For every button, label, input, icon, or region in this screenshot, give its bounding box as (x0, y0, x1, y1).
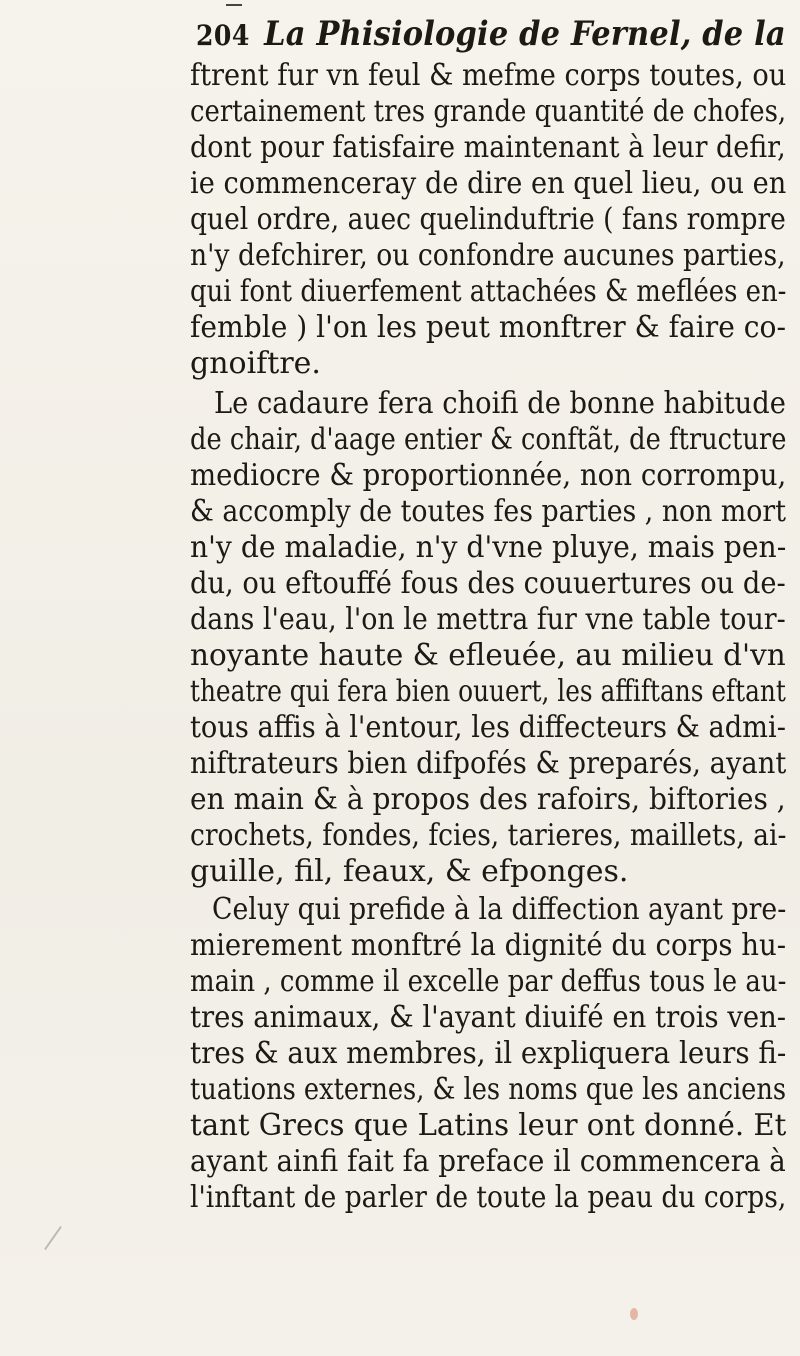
page-mark (226, 4, 242, 6)
running-title: La Phisiologie de Fernel, de la (264, 14, 786, 54)
text-line: tant Grecs que Latins leur ont donné. Et (190, 1108, 787, 1143)
text-line: tuations externes, & les noms que les anciens (190, 1072, 787, 1107)
paragraph-start-line: Celuy qui prefide à la diffection ayant pre- (212, 892, 787, 927)
text-line: crochets, fondes, fcies, tarieres, maillets, ai- (190, 818, 787, 853)
text-line: de chair, d'aage entier & conftãt, de ftructure (190, 422, 787, 457)
text-line: guille, fil, feaux, & efponges. (190, 854, 629, 889)
text-line: dont pour fatisfaire maintenant à leur defir, (190, 130, 786, 165)
text-line: tres & aux membres, il expliquera leurs fi- (190, 1036, 787, 1071)
text-line: qui font diuerfement attachées & meflées en- (190, 274, 787, 309)
text-line: niftrateurs bien difpofés & preparés, ayant (190, 746, 787, 781)
text-line: certainement tres grande quantité de chofes, (190, 94, 787, 129)
text-line: n'y de maladie, n'y d'vne pluye, mais pen- (190, 530, 787, 565)
text-line: en main & à propos des rafoirs, biftories , (190, 782, 786, 817)
text-line: ftrent fur vn feul & mefme corps toutes, ou (190, 58, 787, 93)
page-header (196, 14, 786, 64)
text-line: tres animaux, & l'ayant diuifé en trois ven- (190, 1000, 787, 1035)
text-line: mierement monftré la dignité du corps hu- (190, 928, 787, 963)
text-line: tous affis à l'entour, les diffecteurs & admi- (190, 710, 786, 745)
paper-scratch (44, 1226, 62, 1250)
text-line: mediocre & proportionnée, non corrompu, (190, 458, 787, 493)
text-line: theatre qui fera bien ouuert, les affiftans eftant (190, 674, 786, 709)
page-number: 204 (196, 19, 250, 52)
text-line: & accomply de toutes fes parties , non mort (190, 494, 786, 529)
text-line: dans l'eau, l'on le mettra fur vne table tour- (190, 602, 786, 637)
text-line: femble ) l'on les peut monftrer & faire co- (190, 310, 786, 345)
text-line: noyante haute & efleuée, au milieu d'vn (190, 638, 786, 673)
text-line: gnoiftre. (190, 346, 321, 381)
text-line: l'inftant de parler de toute la peau du corps, (190, 1180, 787, 1215)
text-line: ie commenceray de dire en quel lieu, ou en (190, 166, 787, 201)
paragraph-start-line: Le cadaure fera choifi de bonne habitude (214, 386, 786, 421)
text-line: quel ordre, auec quelinduftrie ( fans rompre (190, 202, 786, 237)
text-line: n'y defchirer, ou confondre aucunes parties, (190, 238, 786, 273)
text-line: ayant ainfi fait fa preface il commencera à (190, 1144, 786, 1179)
text-line: du, ou eftouffé fous des couuertures ou de- (190, 566, 786, 601)
text-line: main , comme il excelle par deffus tous le au- (190, 964, 787, 999)
paper-stain (630, 1308, 638, 1320)
